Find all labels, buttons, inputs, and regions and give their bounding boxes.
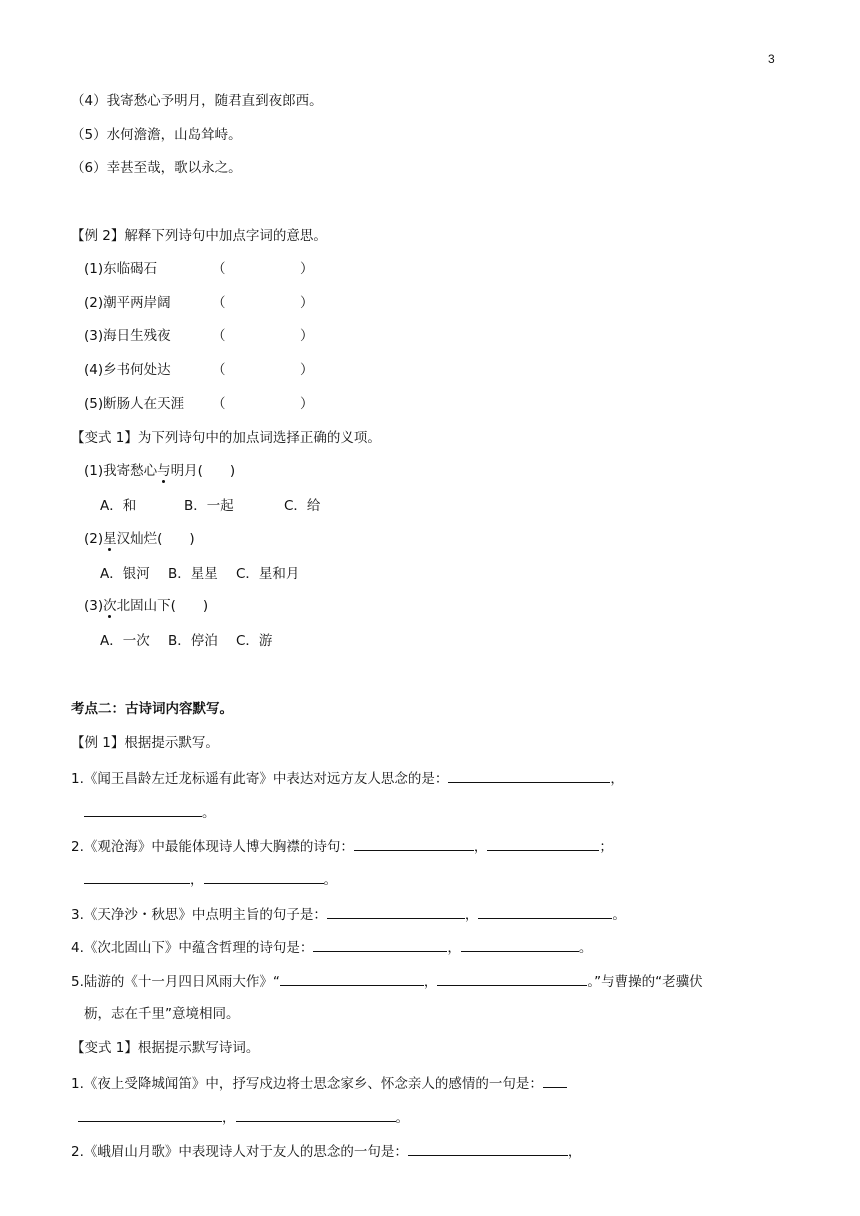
q-suffix: 汉灿烂( ) (116, 531, 195, 547)
example2-item-2: (2)潮平两岸阔 (84, 295, 171, 311)
example1-heading: 【例 1】根据提示默写。 (71, 735, 219, 751)
comma: ， (610, 771, 624, 787)
variant1-dictation-heading: 【变式 1】根据提示默写诗词。 (71, 1040, 260, 1056)
q-suffix: 北固山下( ) (116, 598, 209, 614)
paren-open: （ (212, 362, 226, 378)
answer-blank[interactable] (478, 904, 612, 919)
period: 。 (578, 940, 593, 956)
dictation-question-5-cont: 枥，志在千里”意境相同。 (84, 1006, 240, 1022)
option-c: C．星和月 (236, 566, 300, 582)
dictation-question-5 (71, 971, 703, 991)
question-text: 2.《峨眉山月歌》中表现诗人对于友人的思念的一句是： (71, 1144, 408, 1160)
answer-blank[interactable] (280, 971, 424, 986)
poem-line-6: （6）幸甚至哉，歌以永之。 (71, 160, 242, 176)
poem-line-4: （4）我寄愁心予明月，随君直到夜郎西。 (71, 93, 323, 109)
question-text: 3.《天净沙・秋思》中点明主旨的句子是： (71, 907, 327, 923)
poem-line-5: （5）水何澹澹，山岛耸峙。 (71, 127, 242, 143)
paren-close: ） (300, 261, 314, 277)
period: 。 (323, 872, 337, 888)
period: 。 (612, 907, 626, 923)
period: 。 (395, 1110, 409, 1126)
option-c: C．给 (284, 498, 321, 514)
paren-close: ） (300, 328, 314, 344)
paren-open: （ (212, 295, 226, 311)
example2-heading: 【例 2】解释下列诗句中加点字词的意思。 (71, 228, 327, 244)
answer-blank[interactable] (313, 937, 447, 952)
answer-blank[interactable] (84, 869, 190, 884)
option-a: A．银河 (100, 566, 150, 582)
paren-open: （ (212, 328, 226, 344)
option-b: B．星星 (168, 566, 218, 582)
example2-item-1: (1)东临碣石 (84, 261, 158, 277)
question-tail: 。”与曹操的“老骥伏 (587, 974, 703, 990)
dotted-character: 与 (157, 463, 171, 479)
answer-blank[interactable] (327, 904, 465, 919)
comma: ， (473, 839, 488, 855)
dictation-question-3 (71, 904, 626, 924)
variant1-question-2 (84, 530, 195, 548)
question-text: 5.陆游的《十一月四日风雨大作》“ (71, 974, 280, 990)
paren-open: （ (212, 396, 226, 412)
variant1-question-1 (84, 462, 235, 480)
option-b: B．停泊 (168, 633, 218, 649)
q-prefix: (3) (84, 598, 104, 614)
option-b: B．一起 (184, 498, 234, 514)
paren-close: ） (300, 362, 314, 378)
option-a: A．一次 (100, 633, 150, 649)
variant1-heading: 【变式 1】为下列诗句中的加点词选择正确的义项。 (71, 430, 381, 446)
comma: ， (464, 907, 479, 923)
q-prefix: (1)我寄愁心 (84, 463, 158, 479)
option-c: C．游 (236, 633, 273, 649)
answer-blank[interactable] (354, 836, 474, 851)
answer-blank[interactable] (204, 869, 324, 884)
answer-blank[interactable] (448, 768, 610, 783)
comma: ， (190, 872, 204, 888)
example2-item-3: (3)海日生残夜 (84, 328, 171, 344)
period: 。 (202, 805, 216, 821)
option-a: A．和 (100, 498, 137, 514)
dictation-question-1-cont (84, 802, 216, 822)
paren-close: ） (300, 295, 314, 311)
answer-blank[interactable] (408, 1141, 568, 1156)
question-text: 1.《闻王昌龄左迁龙标遥有此寄》中表达对远方友人思念的是： (71, 771, 449, 787)
section-title: 考点二：古诗词内容默写。 (71, 701, 233, 717)
dictation-question-2-cont (84, 869, 337, 889)
comma: ， (567, 1144, 582, 1160)
dotted-character: 次 (103, 598, 117, 614)
dictation-question-1 (71, 768, 624, 788)
variant-dictation-question-1-cont (78, 1107, 409, 1127)
answer-blank[interactable] (543, 1073, 567, 1088)
answer-blank[interactable] (487, 836, 599, 851)
comma: ， (447, 940, 461, 956)
variant1-question-3 (84, 597, 208, 615)
question-text: 4.《次北固山下》中蕴含哲理的诗句是： (71, 940, 314, 956)
comma: ， (423, 974, 438, 990)
variant-dictation-question-1 (71, 1073, 567, 1093)
example2-item-4: (4)乡书何处达 (84, 362, 171, 378)
answer-blank[interactable] (437, 971, 587, 986)
answer-blank[interactable] (84, 802, 202, 817)
variant-dictation-question-2 (71, 1141, 581, 1161)
answer-blank[interactable] (78, 1107, 222, 1122)
dotted-character: 星 (103, 531, 117, 547)
example2-item-5: (5)断肠人在天涯 (84, 396, 185, 412)
semicolon: ； (599, 839, 613, 855)
answer-blank[interactable] (461, 937, 579, 952)
paren-close: ） (300, 396, 314, 412)
question-text: 2.《观沧海》中最能体现诗人博大胸襟的诗句： (71, 839, 354, 855)
question-text: 1.《夜上受降城闻笛》中，抒写戍边将士思念家乡、怀念亲人的感情的一句是： (71, 1076, 543, 1092)
paren-open: （ (212, 261, 226, 277)
dictation-question-4 (71, 937, 592, 957)
page-number: 3 (768, 52, 775, 66)
q-prefix: (2) (84, 531, 104, 547)
q-suffix: 明月( ) (170, 463, 236, 479)
dictation-question-2 (71, 836, 613, 856)
comma: ， (222, 1110, 236, 1126)
answer-blank[interactable] (236, 1107, 396, 1122)
